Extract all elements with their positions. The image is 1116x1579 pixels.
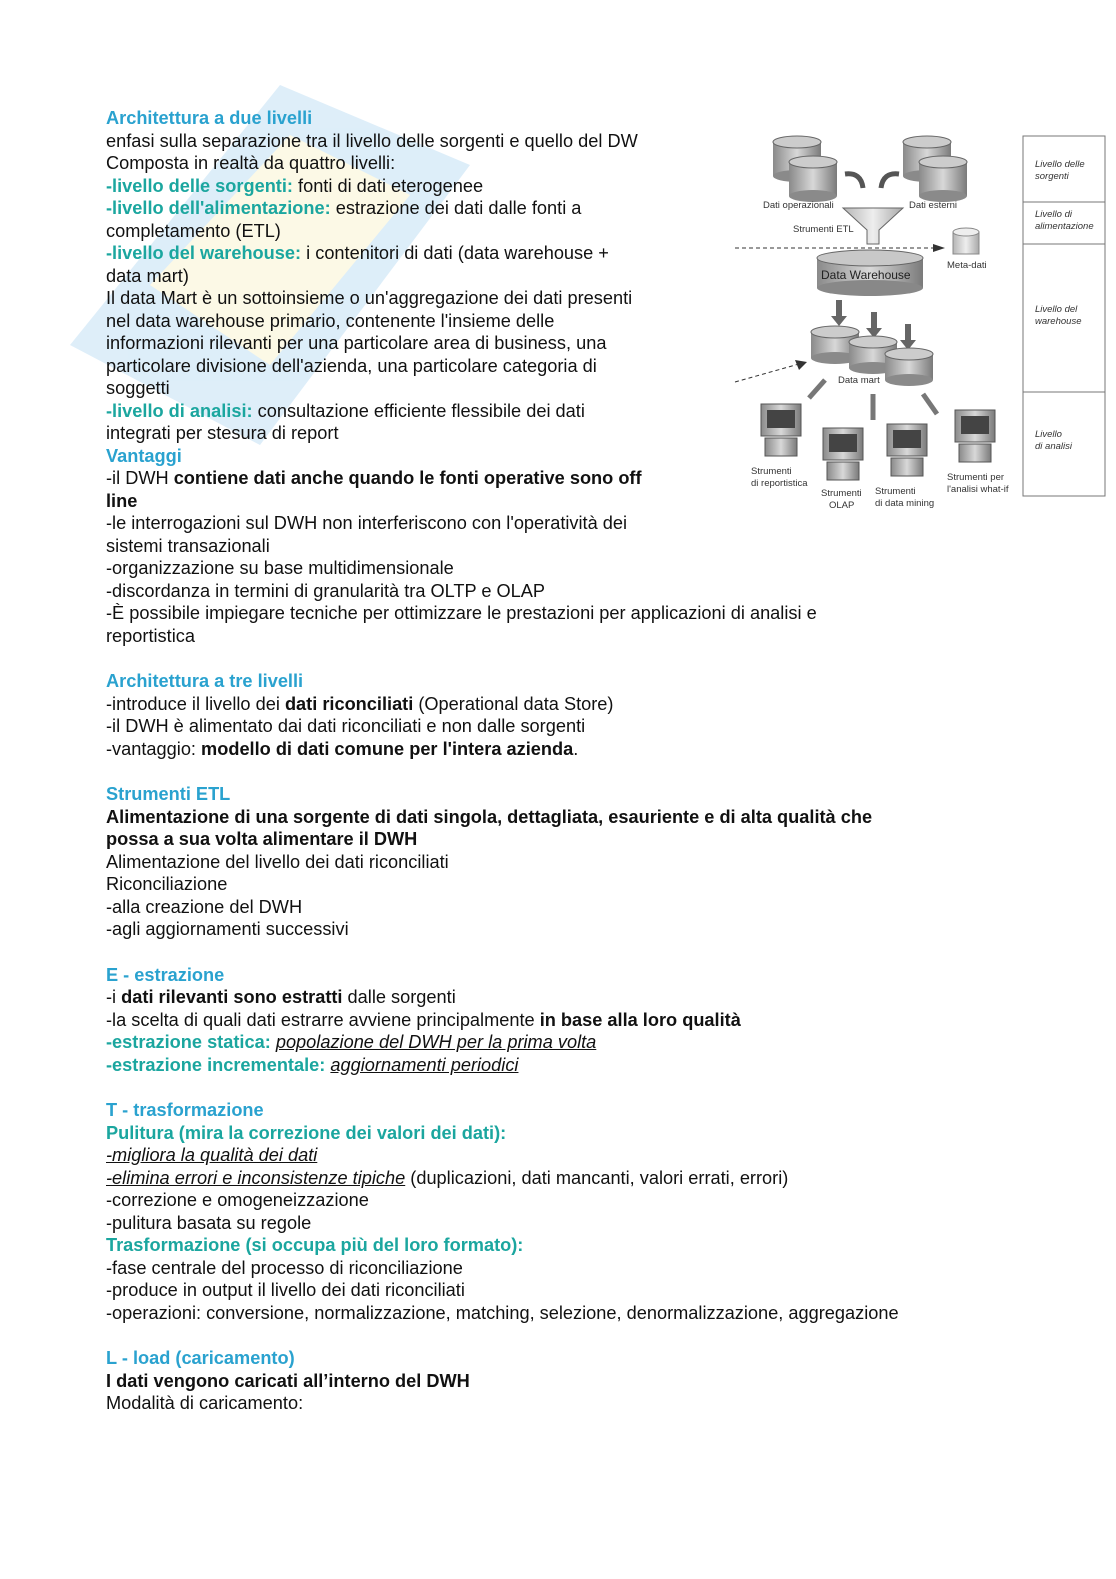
olap-tools-label: Strumenti [821,488,862,499]
text-line [106,986,1006,1009]
computer-icon [761,404,801,456]
external-data-label: Dati esterni [909,200,958,211]
text-span: (duplicazioni, dati mancanti, valori errati, errori) [405,1167,789,1188]
computer-icon [955,410,995,462]
reporting-tools-label: Strumenti [751,466,792,477]
text-line [106,1167,1006,1190]
key-term: -livello dell'alimentazione: [106,198,331,218]
text-span: -la scelta di quali dati estrarre avviene principalmente [106,1009,540,1030]
key-term: -livello di analisi: [106,400,253,421]
spacer [106,647,1006,670]
dashed-line [735,364,799,382]
text-line: informazioni rilevanti per una particolare area di business, una [106,333,607,353]
reporting-tools-label: di reportistica [751,478,808,489]
term-desc: i contenitori di dati (data warehouse + [301,243,609,263]
text-line: completamento (ETL) [106,220,281,241]
key-term: -estrazione statica: [106,1032,271,1052]
level-sources-label: Livello delle [1035,159,1085,170]
subheading-cleaning: Pulitura (mira la correzione dei valori dei dati): [106,1122,507,1143]
data-mining-tools-label: Strumenti [875,486,916,497]
text-line: -il DWH è alimentato dai dati riconciliati e non dalle sorgenti [106,716,586,736]
key-term: -livello del warehouse: [106,243,302,263]
level-analysis-label: Livello [1035,429,1062,440]
text-span: -il DWH [106,468,174,488]
heading-load: L - load (caricamento) [106,1348,295,1368]
text-span: -vantaggio: [106,738,202,759]
architecture-diagram [733,132,1111,514]
etl-tools-label: Strumenti ETL [793,224,854,235]
arrow-icon [809,380,937,420]
spacer [106,1076,1006,1099]
text-line: integrati per stesura di report [106,423,339,443]
level-analysis-label: di analisi [1035,441,1072,452]
bold-span: dati riconciliati [284,693,414,714]
text-line: -organizzazione su base multidimensionale [106,558,454,578]
text-line: -discordanza in termini di granularità tra OLTP e OLAP [106,580,546,601]
level-warehouse-label: Livello del [1035,304,1078,315]
text-line: Alimentazione del livello dei dati riconciliati [106,851,449,872]
underlined-text: -migliora la qualità dei dati [106,1145,318,1165]
operational-db-icon [773,136,837,202]
level-column [1023,136,1105,496]
metadata-db-icon [953,228,979,254]
heading-extraction: E - estrazione [106,964,225,985]
text-line [106,1054,1006,1077]
computer-icon [887,424,927,476]
text-line: I dati vengono caricati all’interno del DWH [106,1370,470,1391]
key-term: -livello delle sorgenti: [106,175,293,196]
text-line: -fase centrale del processo di riconciliazione [106,1257,463,1278]
text-line: sistemi transazionali [106,535,270,556]
text-line: -operazioni: conversione, normalizzazione, matching, selezione, denormalizzazione, aggregazione [106,1302,899,1323]
heading-etl: Strumenti ETL [106,784,231,804]
underlined-text: -elimina errori e inconsistenze tipiche [106,1167,406,1188]
level-feed-label: alimentazione [1035,221,1094,232]
what-if-tools-label: Strumenti per [947,472,1005,483]
text-line [106,1144,1006,1167]
text-line: -correzione e omogeneizzazione [106,1190,369,1210]
bold-span: dati rilevanti sono estratti [121,987,343,1007]
text-line [106,1009,1006,1032]
text-line: Alimentazione di una sorgente di dati singola, dettagliata, esauriente e di alta qualità che [106,806,873,827]
heading-three-level: Architettura a tre livelli [106,671,304,691]
data-mart-label: Data mart [838,375,880,386]
external-db-icon [903,136,967,202]
heading-vantaggi: Vantaggi [106,445,182,466]
text-line: Composta in realtà da quattro livelli: [106,153,396,173]
arrow-icon [881,174,899,188]
arrow-icon [845,174,863,188]
data-mining-tools-label: di data mining [875,498,935,509]
term-desc: fonti di dati eterogenee [292,175,484,196]
text-span: dalle sorgenti [342,987,456,1007]
term-desc: estrazione dei dati dalle fonti a [330,198,582,218]
text-line: data mart) [106,265,189,286]
bold-span: in base alla loro qualità [539,1009,741,1030]
text-line: Riconciliazione [106,874,228,894]
operational-data-label: Dati operazionali [763,200,834,211]
level-sources-label: sorgenti [1035,171,1069,182]
spacer [106,760,1006,783]
bold-span: contiene dati anche quando le fonti operative sono off [173,468,642,488]
subheading-transformation: Trasformazione (si occupa più del loro formato): [106,1235,524,1255]
text-span: -i [106,987,122,1007]
computer-icon [823,428,863,480]
arrow-icon [933,244,945,252]
underlined-text: popolazione del DWH per la prima volta [275,1032,597,1052]
text-line: Modalità di caricamento: [106,1393,304,1413]
bold-span: modello di dati comune per l'intera azienda [201,738,574,759]
level-warehouse-label: warehouse [1035,316,1082,327]
text-line: Il data Mart è un sottoinsieme o un'aggregazione dei dati presenti [106,288,633,308]
text-line: nel data warehouse primario, contenente l'insieme delle [106,310,555,331]
level-feed-label: Livello di [1035,209,1072,220]
text-line: -pulitura basata su regole [106,1212,312,1233]
text-line: particolare divisione dell'azienda, una particolare categoria di [106,355,597,376]
text-span: . [573,738,579,759]
heading-two-level: Architettura a due livelli [106,108,313,128]
key-term: -estrazione incrementale: [106,1054,326,1075]
underlined-text: aggiornamenti periodici [330,1054,519,1075]
text-span: (Operational data Store) [413,693,614,714]
spacer [106,1324,1006,1347]
text-line: -agli aggiornamenti successivi [106,919,349,939]
text-span: -introduce il livello dei [106,693,285,714]
text-line: -È possibile impiegare tecniche per ottimizzare le prestazioni per applicazioni di analisi e [106,603,817,623]
text-line [106,693,1006,716]
text-line: -le interrogazioni sul DWH non interferiscono con l'operatività dei [106,513,628,533]
data-warehouse-label: Data Warehouse [821,268,911,282]
text-line: -produce in output il livello dei dati riconciliati [106,1280,465,1300]
what-if-tools-label: l'analisi what-if [947,484,1009,495]
spacer [106,941,1006,964]
text-line: soggetti [106,378,170,398]
olap-tools-label: OLAP [829,500,855,511]
text-line: reportistica [106,625,195,646]
text-line: -alla creazione del DWH [106,896,303,917]
text-line: line [106,490,138,511]
text-line [106,1031,1006,1054]
heading-transformation: T - trasformazione [106,1100,264,1120]
term-desc: consultazione efficiente flessibile dei dati [252,400,585,421]
text-line [106,738,1006,761]
text-line: enfasi sulla separazione tra il livello delle sorgenti e quello del DW [106,130,638,151]
text-line: possa a sua volta alimentare il DWH [106,829,418,849]
metadata-label: Meta-dati [947,260,987,271]
